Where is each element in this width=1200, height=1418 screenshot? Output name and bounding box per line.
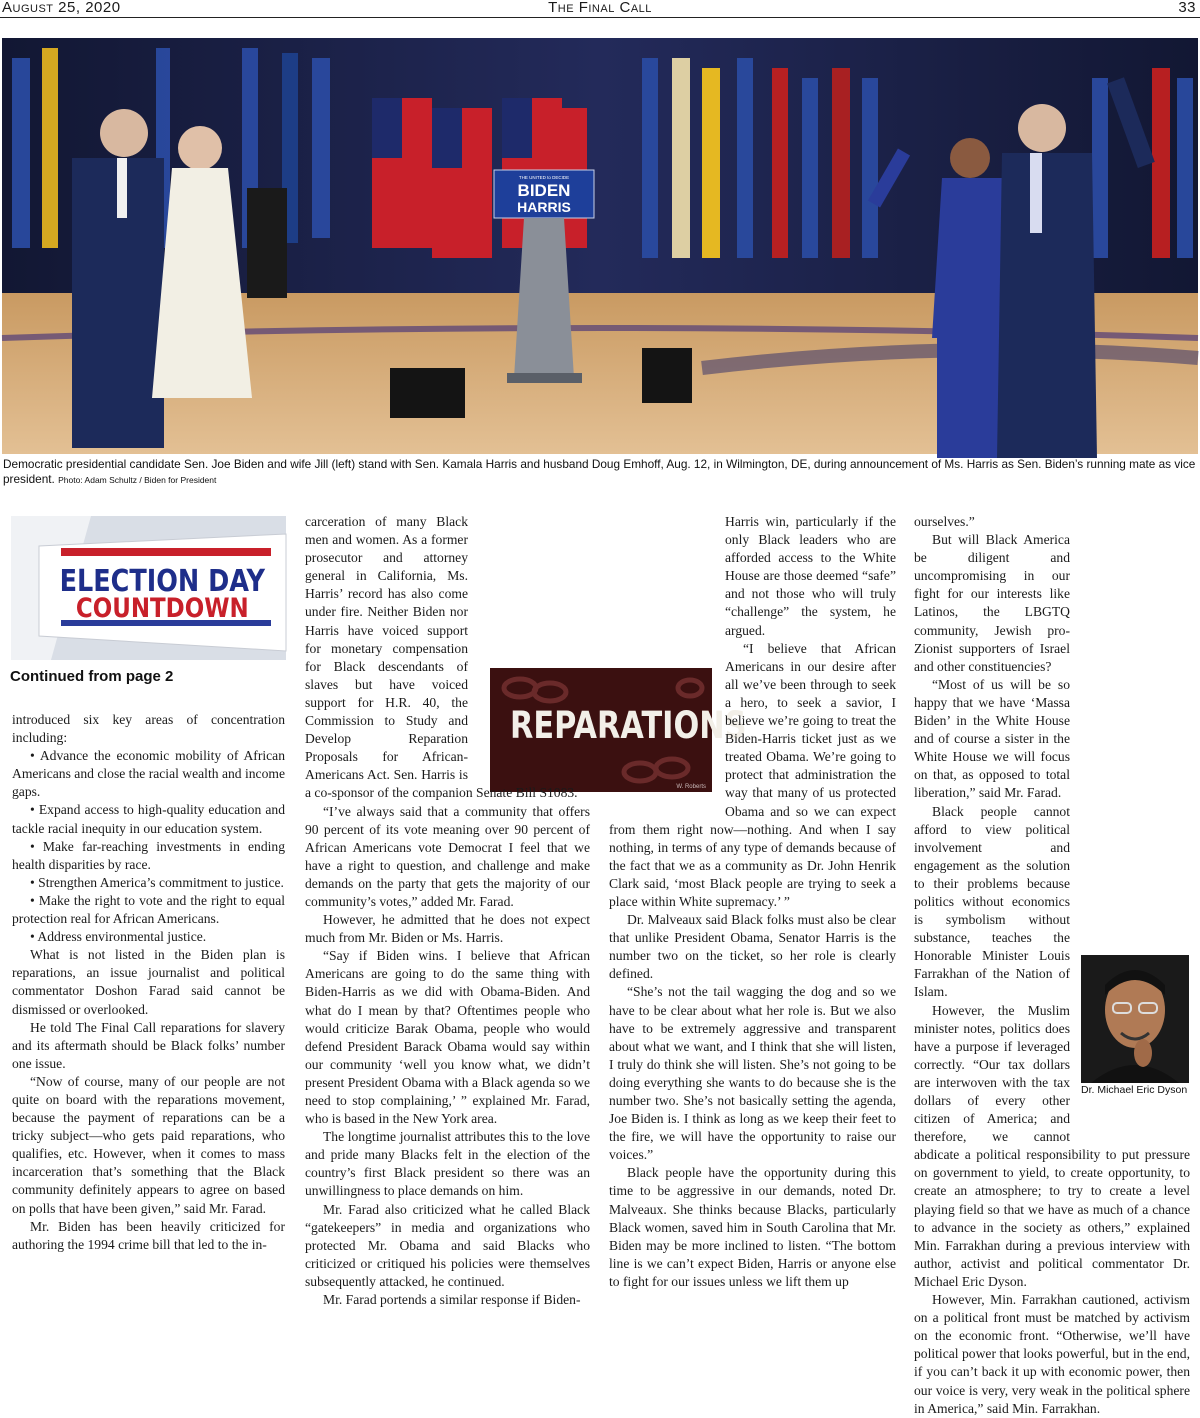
article-column-1 bbox=[12, 711, 285, 1254]
article-paragraph: “She’s not the tail wagging the dog and so we have to be clear about what her role is. But we also have to be extremely aggressive and transparent about what we want, and I think that she will listen, I truly do think she will listen. She’s not going to be doing everything she wants to do because she is the number two. She’s not basically setting the agenda, Joe Biden is. I think as long as we keep their feet to the fire, we will have the opportunity to raise our voices.” bbox=[609, 984, 896, 1163]
photo-wrap-space bbox=[1076, 950, 1190, 1136]
main-photo-illustration bbox=[2, 38, 1198, 454]
article-paragraph: Mr. Biden has been heavily criticized for authoring the 1994 crime bill that led to the in- bbox=[12, 1218, 285, 1252]
article-paragraph: However, the Muslim minister notes, politics does have a purpose if leveraged correctly. “Our tax dollars are interwoven with the tax dollars of every other citizen of America; and therefore, we cannot abdicate a political responsibility to put pressure on government to yield, to create opportunity, to create an atmosphere; to try to create a level playing field so that we have as much of a chance to advance in the society as others,” explained Min. Farrakhan during a previous interview with author, activist and political commentator Dr. Michael Eric Dyson. bbox=[914, 1002, 1190, 1289]
article-column-3 bbox=[609, 513, 896, 1291]
article-paragraph: carceration of many Black men and women. As a former prosecutor and attorney general in California, Ms. Harris’ record has also come under fire. Neither Biden nor Harris have voiced support for monetary compensation for Black descendants of slaves but have voiced support for H.R. 40, the Commission to Study and Develop Reparation Proposals for African-Americans Act. Sen. Harris is a co-sponsor of the companion Senate Bill S1083. bbox=[305, 514, 578, 801]
article-column-2 bbox=[305, 513, 590, 1309]
bullet-item: • Address environmental justice. bbox=[30, 929, 207, 945]
article-paragraph: “I believe that African Americans in our desire after all we’ve been through to seek a hero, to seek a savior, I believe we’re going to treat the Biden-Harris ticket just as we treated Obama. We’re going to protect that administration the way that many of us protected Obama and so we can expect from them right now—nothing. And when I say nothing, in terms of any type of demands because of the fact that we as a community as Dr. John Henrik Clark said, ‘most Black people are trying to seek a place within White supremacy.’ ” bbox=[609, 640, 896, 909]
page-number: 33 bbox=[1178, 0, 1196, 16]
graphic-wrap-space bbox=[474, 643, 590, 768]
article-paragraph: Mr. Farad also criticized what he called Black “gatekeepers” in media and organizations who protected Mr. Obama and said Blacks who criticized or critiqued his policies were themselves subsequently attacked, he continued. bbox=[305, 1201, 590, 1289]
article-paragraph: The longtime journalist attributes this to the love and pride many Blacks felt in the election of the country’s first Black president so there was an unwillingness to place demands on him. bbox=[305, 1129, 590, 1199]
article-paragraph: He told The Final Call reparations for slavery and its aftermath should be Black folks’ number one issue. bbox=[12, 1019, 285, 1071]
article-paragraph: “Say if Biden wins. I believe that African Americans are going to do the same thing with Biden-Harris as we did with Obama-Biden. And what do I mean by that? Oftentimes people who would criticize Barak Obama, people who would defend President Barack Obama would say within our community ‘well you know what, we didn’t present President Obama with a Black agenda so we need to stop complaining,’ ” explained Mr. Farad, who is based in the New York area. bbox=[305, 948, 590, 1127]
photo-caption bbox=[3, 457, 1199, 488]
article-paragraph: Mr. Farad portends a similar response if Biden- bbox=[323, 1292, 581, 1308]
caption-text: Democratic presidential candidate Sen. Joe Biden and wife Jill (left) stand with Sen. Kamala Harris and husband Doug Emhoff, Aug. 12, in Wilmington, DE, during announcement of Ms. Harris as Sen. Biden’s running mate as vice president. bbox=[3, 457, 1196, 486]
countdown-line1: ELECTION DAY bbox=[59, 562, 266, 599]
article-paragraph: ourselves.” bbox=[914, 514, 975, 529]
podium-sign-biden: BIDEN bbox=[517, 181, 571, 200]
bullet-item: • Strengthen America’s commitment to justice. bbox=[30, 874, 284, 890]
bullet-item: • Expand access to high-quality education and tackle racial inequity in our education system. bbox=[12, 802, 285, 836]
issue-date: August 25, 2020 bbox=[2, 0, 121, 16]
bullet-item: • Advance the economic mobility of African Americans and close the racial wealth and income gaps. bbox=[12, 748, 285, 800]
article-paragraph: But will Black America be diligent and uncompromising in our fight for our interests like Latinos, the LBGTQ community, Jewish pro-Zionist supporters of Israel and other constituencies? bbox=[914, 532, 1070, 674]
bullet-item: • Make far-reaching investments in ending health disparities by race. bbox=[12, 838, 285, 872]
article-paragraph: Black people cannot afford to view political involvement and engagement as the solution to their problems because politics without economics is symbolism without substance, teaches the Honorable Minister Louis Farrakhan of the Nation of Islam. bbox=[914, 803, 1070, 1000]
continued-from-label: Continued from page 2 bbox=[10, 668, 174, 685]
bullet-item: • Make the right to vote and the right to equal protection real for African Americans. bbox=[12, 892, 285, 927]
article-paragraph: Harris win, particularly if the only Black leaders who are afforded access to the White House are those deemed “safe” and not those who will truly “challenge” the system, he argued. bbox=[725, 514, 896, 638]
countdown-line2: COUNTDOWN bbox=[75, 592, 249, 624]
article-paragraph: However, Min. Farrakhan cautioned, activism on a political front must be matched by activism on the economic front. “Otherwise, we’ll have political power that looks powerful, but in the end, if you can’t back it up with economic power, then our voice is very, very weak in the political sphere in America,” said Min. Farrakhan. bbox=[914, 1292, 1190, 1416]
podium-sign-small: THE UNITED to DECIDE bbox=[518, 175, 570, 180]
article-paragraph: Dr. Malveaux said Black folks must also be clear that unlike President Obama, Senator Harris is the number two on the ticket, so her role is clearly defined. bbox=[609, 912, 896, 982]
election-countdown-graphic bbox=[11, 516, 286, 660]
podium-sign-harris: HARRIS bbox=[517, 199, 571, 215]
photo-credit: Photo: Adam Schultz / Biden for President bbox=[58, 475, 217, 485]
article-paragraph: introduced six key areas of concentration including: bbox=[12, 712, 285, 746]
article-column-4 bbox=[914, 513, 1190, 1418]
page-header bbox=[0, 0, 1200, 18]
article-paragraph: What is not listed in the Biden plan is reparations, an issue journalist and political commentator Doshon Farad said cannot be dismissed or overlooked. bbox=[12, 947, 285, 1017]
article-paragraph: However, he admitted that he does not expect much from Mr. Biden or Ms. Harris. bbox=[305, 912, 590, 946]
reparations-word: REPARATIONS bbox=[509, 704, 747, 747]
article-paragraph: “Most of us will be so happy that we have ‘Massa Biden’ in the White House and of course a sister in the White House we will focus on that, as opposed to total liberation,” said Mr. Farad. bbox=[914, 676, 1070, 801]
article-paragraph: Black people have the opportunity during this time to be aggressive in our demands, noted Dr. Malveaux. She thinks because Blacks, particularly Black women, saved him in South Carolina that Mr. Biden may be more inclined to listen. “The bottom line is we can’t expect Biden, Harris or anyone else to fight for our issues unless we lift them up bbox=[609, 1165, 896, 1289]
graphic-wrap-space bbox=[609, 643, 719, 809]
countdown-illustration bbox=[11, 516, 286, 660]
dyson-caption: Dr. Michael Eric Dyson bbox=[1081, 1084, 1188, 1096]
publication-name: The Final Call bbox=[548, 0, 652, 16]
reparations-credit: W. Roberts bbox=[676, 784, 706, 790]
article-paragraph: “Now of course, many of our people are not quite on board with the reparations movement, because the payment of reparations can be a tricky subject—who gets paid reparations, who qualifies, etc. However, when it comes to mass incarceration that’s something that the Black community definitely appears to agree on based on polls that have been given,” said Mr. Farad. bbox=[12, 1073, 285, 1216]
main-photo bbox=[2, 38, 1198, 454]
article-paragraph: “I’ve always said that a community that offers 90 percent of its vote meaning over 90 percent of African Americans vote Democrat I feel that we have a right to question, and challenge and make demands on the party that gets the majority of our community’s votes,” added Mr. Farad. bbox=[305, 803, 590, 909]
